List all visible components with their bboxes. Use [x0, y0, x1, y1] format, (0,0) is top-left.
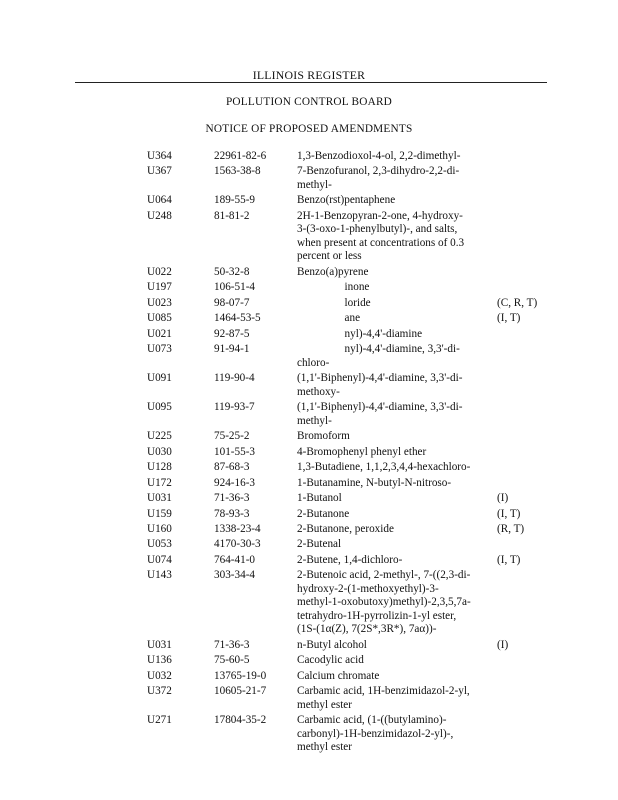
substance-name	[297, 538, 492, 552]
substance-name	[297, 210, 492, 264]
substance-name	[297, 297, 492, 311]
substance-name-line: methoxy-	[297, 385, 340, 398]
substance-name	[297, 477, 492, 491]
waste-code: U372	[147, 685, 172, 698]
substance-name-line: Benzo(rst)pentaphene	[297, 194, 396, 207]
substance-name-line: nyl)-4,4'-diamine	[297, 327, 423, 340]
substance-name-line: chloro-	[297, 356, 330, 369]
substance-name	[297, 312, 492, 326]
substance-name-line: Bromoform	[297, 430, 350, 443]
waste-code: U160	[147, 522, 172, 535]
waste-code: U074	[147, 553, 172, 566]
waste-code: U197	[147, 281, 172, 294]
waste-code: U022	[147, 266, 172, 278]
cas-number: 303-34-4	[214, 569, 256, 582]
substance-name-line: nyl)-4,4'-diamine, 3,3'-di-	[297, 343, 460, 356]
substance-name-line: loride	[297, 296, 371, 309]
cas-number: 91-94-1	[214, 343, 250, 356]
waste-code: U064	[147, 194, 172, 207]
cas-number: 764-41-0	[214, 553, 256, 566]
waste-code: U021	[147, 327, 172, 340]
substance-name-line: methyl ester	[297, 741, 352, 754]
cas-number: 189-55-9	[214, 194, 256, 207]
waste-code: U128	[147, 461, 172, 474]
waste-code: U367	[147, 165, 172, 178]
substance-name-line: methyl ester	[297, 698, 352, 711]
waste-code: U031	[147, 638, 172, 651]
waste-code: U085	[147, 312, 172, 325]
waste-code: U030	[147, 445, 172, 458]
substance-name-line: 7-Benzofuranol, 2,3-dihydro-2,2-di-	[297, 165, 460, 178]
cas-number: 50-32-8	[214, 266, 250, 278]
hazard-code: (I)	[497, 638, 509, 651]
cas-number: 924-16-3	[214, 476, 256, 489]
substance-name	[297, 639, 492, 653]
waste-code: U031	[147, 492, 172, 505]
substance-name	[297, 714, 492, 755]
header-rule-left	[75, 82, 106, 83]
substance-name-line: (1,1'-Biphenyl)-4,4'-diamine, 3,3'-di-	[297, 372, 463, 385]
substance-name-line: methyl-	[297, 414, 332, 427]
substance-name-line: 2H-1-Benzopyran-2-one, 4-hydroxy-	[297, 209, 463, 222]
cas-number: 1464-53-5	[214, 312, 261, 325]
waste-code: U136	[147, 654, 172, 667]
waste-code: U091	[147, 372, 172, 385]
substance-name	[297, 194, 492, 208]
substance-name	[297, 328, 492, 342]
waste-code: U271	[147, 714, 172, 727]
substance-name-line: ane	[297, 312, 361, 325]
substance-name-line: Carbamic acid, 1H-benzimidazol-2-yl,	[297, 685, 470, 698]
substance-name-line: 2-Butanone	[297, 507, 350, 520]
hazard-code: (I)	[497, 492, 509, 505]
waste-code: U143	[147, 569, 172, 582]
cas-number: 22961-82-6	[214, 150, 267, 162]
cas-number: 71-36-3	[214, 638, 250, 651]
waste-code: U053	[147, 538, 172, 551]
cas-number: 92-87-5	[214, 327, 250, 340]
waste-code: U364	[147, 150, 172, 162]
substance-name-line: 1,3-Benzodioxol-4-ol, 2,2-dimethyl-	[297, 150, 461, 162]
substance-name	[297, 446, 492, 460]
waste-code: U023	[147, 296, 172, 309]
waste-code: U032	[147, 669, 172, 682]
cas-number: 119-90-4	[214, 372, 255, 385]
cas-number: 1338-23-4	[214, 522, 261, 535]
substance-name-line: Cacodylic acid	[297, 654, 364, 667]
substance-name	[297, 401, 492, 428]
cas-number: 119-93-7	[214, 401, 255, 414]
cas-number: 4170-30-3	[214, 538, 261, 551]
substance-name	[297, 670, 492, 684]
substance-name-line: methyl-	[297, 178, 332, 191]
agency-title: POLLUTION CONTROL BOARD	[225, 96, 393, 108]
substance-name	[297, 343, 492, 370]
cas-number: 101-55-3	[214, 445, 256, 458]
waste-code: U073	[147, 343, 172, 356]
hazard-code: (I, T)	[497, 312, 521, 325]
waste-code: U225	[147, 430, 172, 443]
substance-name-line: percent or less	[297, 250, 362, 263]
substance-name	[297, 554, 492, 568]
substance-name-line: inone	[297, 281, 370, 294]
waste-code: U095	[147, 401, 172, 414]
substance-name	[297, 150, 492, 164]
substance-name	[297, 654, 492, 668]
substance-name-line: Calcium chromate	[297, 669, 380, 682]
substance-name-line: 1,3-Butadiene, 1,1,2,3,4,4-hexachloro-	[297, 461, 471, 474]
cas-number: 75-25-2	[214, 430, 250, 443]
substance-name	[297, 461, 492, 475]
substance-name-line: Carbamic acid, (1-((butylamino)-	[297, 714, 447, 727]
substance-name-line: 3-(3-oxo-1-phenylbutyl)-, and salts,	[297, 223, 458, 236]
waste-code: U248	[147, 209, 172, 222]
substance-name-line: 2-Butanone, peroxide	[297, 522, 394, 535]
cas-number: 10605-21-7	[214, 685, 267, 698]
cas-number: 71-36-3	[214, 492, 250, 505]
cas-number: 81-81-2	[214, 209, 250, 222]
substance-name-line: 1-Butanol	[297, 492, 342, 505]
substance-name	[297, 569, 492, 637]
substance-name-line: 4-Bromophenyl phenyl ether	[297, 445, 427, 458]
substance-name-line: 2-Butene, 1,4-dichloro-	[297, 553, 403, 566]
notice-title: NOTICE OF PROPOSED AMENDMENTS	[205, 123, 413, 135]
substance-name	[297, 281, 492, 295]
substance-name	[297, 523, 492, 537]
register-title: ILLINOIS REGISTER	[252, 68, 366, 82]
substance-name-line: Benzo(a)pyrene	[297, 266, 369, 278]
substance-name	[297, 492, 492, 506]
hazard-code: (C, R, T)	[497, 296, 538, 309]
header-rule	[106, 82, 547, 83]
substance-name	[297, 508, 492, 522]
cas-number: 75-60-5	[214, 654, 250, 667]
hazard-code: (R, T)	[497, 522, 525, 535]
substance-name-line: hydroxy-2-(1-methoxyethyl)-3-	[297, 582, 439, 595]
substance-name	[297, 266, 492, 280]
waste-code: U159	[147, 507, 172, 520]
substance-name-line: (1,1'-Biphenyl)-4,4'-diamine, 3,3'-di-	[297, 401, 463, 414]
cas-number: 1563-38-8	[214, 165, 261, 178]
substance-name-line: when present at concentrations of 0.3	[297, 236, 465, 249]
hazard-code: (I, T)	[497, 507, 521, 520]
cas-number: 87-68-3	[214, 461, 250, 474]
substance-name-line: (1S-(1α(Z), 7(2S*,3R*), 7aα))-	[297, 623, 437, 636]
cas-number: 106-51-4	[214, 281, 256, 294]
substance-name-line: 2-Butenoic acid, 2-methyl-, 7-((2,3-di-	[297, 569, 471, 582]
substance-name-line: methyl-1-oxobutoxy)methyl)-2,3,5,7a-	[297, 596, 471, 609]
substance-name-line: n-Butyl alcohol	[297, 638, 367, 651]
substance-name-line: 2-Butenal	[297, 538, 342, 551]
substance-name-line: tetrahydro-1H-pyrrolizin-1-yl ester,	[297, 609, 457, 622]
cas-number: 13765-19-0	[214, 669, 267, 682]
waste-code: U172	[147, 476, 172, 489]
substance-name-line: 1-Butanamine, N-butyl-N-nitroso-	[297, 476, 452, 489]
cas-number: 17804-35-2	[214, 714, 267, 727]
cas-number: 78-93-3	[214, 507, 250, 520]
cas-number: 98-07-7	[214, 296, 250, 309]
hazard-code: (I, T)	[497, 553, 521, 566]
substance-name	[297, 685, 492, 712]
substance-name-line: carbonyl)-1H-benzimidazol-2-yl)-,	[297, 727, 454, 740]
substance-name	[297, 430, 492, 444]
substance-name	[297, 372, 492, 399]
substance-name	[297, 165, 492, 192]
